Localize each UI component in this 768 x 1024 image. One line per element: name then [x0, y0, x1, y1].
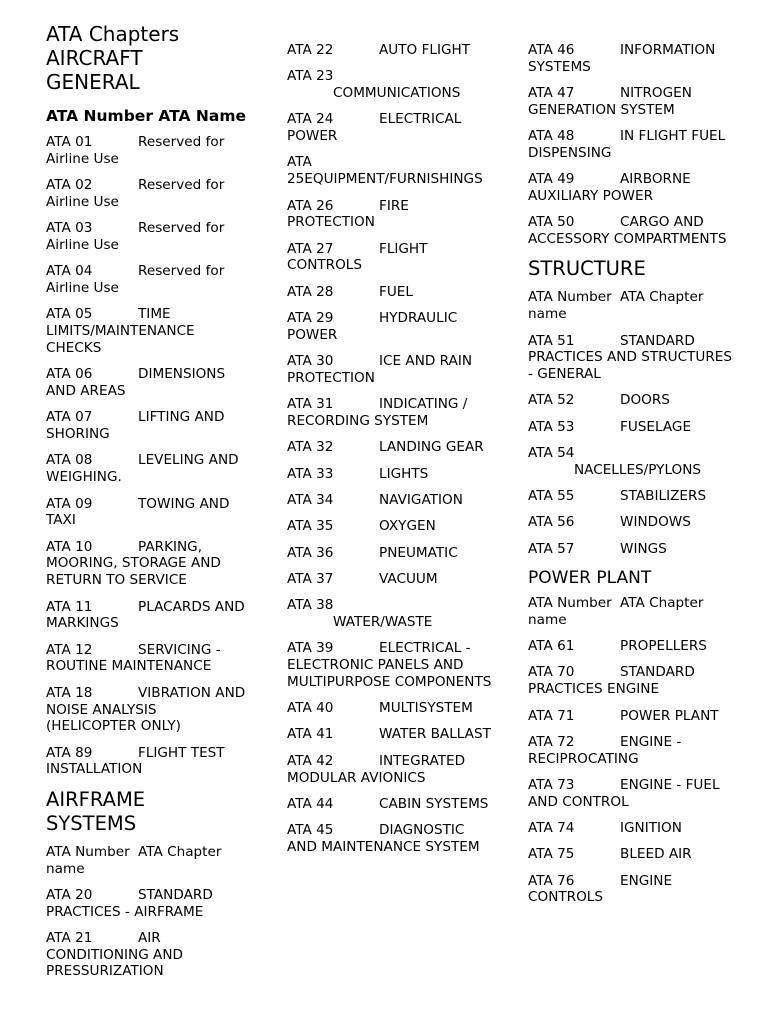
chapter-entry	[46, 496, 251, 530]
chapter-number: ATA 02	[46, 177, 93, 194]
chapter-name: Reserved for Airline Use	[46, 177, 225, 210]
chapter-name: SERVICING - ROUTINE MAINTENANCE	[46, 641, 221, 675]
chapter-number: ATA 52	[528, 392, 575, 409]
structure-table-header	[528, 289, 733, 323]
chapter-entry	[528, 445, 733, 479]
chapter-number: ATA 11	[46, 598, 93, 615]
title-line-2: AIRCRAFT	[46, 46, 143, 70]
chapter-name: LEVELING AND WEIGHING.	[46, 452, 239, 486]
chapter-name: VIBRATION AND NOISE ANALYSIS (HELICOPTER ONLY)	[46, 684, 246, 735]
chapter-entry	[528, 488, 733, 505]
chapter-name: ELECTRICAL - ELECTRONIC PANELS AND MULTIPURPOSE COMPONENTS	[287, 640, 492, 690]
chapter-entry	[287, 640, 492, 690]
chapter-entry	[46, 177, 251, 211]
chapter-number: ATA 09	[46, 495, 93, 512]
airframe-list-part-1	[46, 887, 251, 980]
chapter-number: ATA 28	[287, 283, 334, 300]
chapter-number: ATA 34	[287, 491, 334, 508]
chapter-number: ATA 01	[46, 134, 93, 150]
chapter-entry	[287, 700, 492, 717]
chapter-name: WINGS	[620, 540, 667, 557]
chapter-entry	[287, 353, 492, 387]
chapter-number: ATA 39	[287, 640, 334, 657]
chapter-number: ATA 74	[528, 820, 575, 836]
chapter-name: Reserved for Airline Use	[46, 263, 225, 297]
chapter-number: ATA 32	[287, 439, 334, 456]
chapter-name: FUEL	[379, 283, 413, 300]
chapter-name: INDICATING / RECORDING SYSTEM	[287, 396, 468, 430]
chapter-number: ATA 42	[287, 752, 334, 769]
chapter-number: ATA 72	[528, 733, 575, 750]
chapter-number: ATA 23	[287, 68, 334, 85]
chapter-entry	[46, 745, 251, 779]
airframe-list-part-3	[528, 42, 733, 248]
chapter-entry	[46, 263, 251, 297]
airframe-table-header	[46, 844, 251, 878]
chapter-number: ATA 71	[528, 707, 575, 724]
chapter-entry	[287, 439, 492, 456]
chapter-number: ATA 29	[287, 310, 334, 327]
chapter-entry	[528, 638, 733, 655]
chapter-number: ATA 20	[46, 886, 93, 903]
column-2	[287, 42, 492, 865]
chapter-entry	[528, 128, 733, 162]
chapter-number: ATA	[287, 154, 312, 171]
power-plant-header-name: ATA Chapter name	[528, 595, 704, 628]
chapter-number: ATA 53	[528, 418, 575, 435]
chapter-entry	[46, 930, 251, 980]
chapter-entry	[46, 220, 251, 254]
chapter-name: ENGINE CONTROLS	[528, 872, 673, 906]
chapter-number: ATA 08	[46, 452, 93, 469]
chapter-name: PLACARDS AND MARKINGS	[46, 598, 245, 632]
chapter-name: AUTO FLIGHT	[379, 42, 471, 58]
chapter-number: ATA 10	[46, 538, 93, 555]
chapter-number: ATA 44	[287, 795, 334, 812]
chapter-name: COMMUNICATIONS	[333, 85, 461, 102]
chapter-entry	[528, 171, 733, 205]
chapter-number: ATA 26	[287, 197, 334, 214]
chapter-number: ATA 73	[528, 776, 575, 793]
chapter-name: FLIGHT CONTROLS	[287, 240, 428, 274]
chapter-number: ATA 54	[528, 445, 575, 462]
chapter-entry	[287, 154, 492, 188]
chapter-entry	[287, 492, 492, 509]
chapter-name: PROPELLERS	[620, 638, 707, 655]
chapter-number: ATA 70	[528, 664, 575, 681]
general-list	[46, 134, 251, 778]
chapter-entry	[528, 85, 733, 119]
chapter-entry	[46, 409, 251, 443]
chapter-name: DIMENSIONS AND AREAS	[46, 366, 226, 400]
chapter-number: ATA 36	[287, 544, 334, 561]
chapter-entry	[287, 42, 492, 59]
chapter-number: ATA 12	[46, 641, 93, 658]
chapter-name: INTEGRATED MODULAR AVIONICS	[287, 752, 466, 786]
chapter-entry	[46, 134, 251, 168]
chapter-name: FIRE PROTECTION	[287, 197, 409, 231]
chapter-number: ATA 51	[528, 332, 575, 349]
chapter-entry	[46, 685, 251, 735]
chapter-name: STANDARD PRACTICES - AIRFRAME	[46, 886, 213, 920]
chapter-name: STABILIZERS	[620, 488, 707, 505]
chapter-name: 25EQUIPMENT/FURNISHINGS	[287, 171, 483, 188]
chapter-number: ATA 03	[46, 220, 93, 237]
structure-header-num: ATA Number	[528, 289, 612, 306]
power-plant-section-title: POWER PLANT	[528, 568, 652, 589]
chapter-name: ENGINE - FUEL AND CONTROL	[528, 776, 720, 810]
chapter-entry	[528, 333, 733, 383]
chapter-entry	[528, 846, 733, 863]
chapter-entry	[287, 68, 492, 102]
chapter-entry	[46, 306, 251, 356]
chapter-number: ATA 07	[46, 409, 93, 426]
chapter-name: HYDRAULIC POWER	[287, 310, 458, 343]
chapter-entry	[528, 820, 733, 837]
chapter-number: ATA 06	[46, 366, 93, 383]
chapter-number: ATA 38	[287, 597, 334, 614]
chapter-entry	[287, 571, 492, 588]
chapter-entry	[287, 822, 492, 856]
chapter-name: PARKING, MOORING, STORAGE AND RETURN TO SERVICE	[46, 538, 221, 589]
chapter-name: WATER BALLAST	[379, 726, 491, 743]
airframe-header-num: ATA Number	[46, 843, 130, 860]
chapter-entry	[46, 642, 251, 676]
chapter-name: OXYGEN	[379, 518, 436, 535]
chapter-name: IGNITION	[620, 820, 682, 836]
chapter-name: NAVIGATION	[379, 491, 463, 508]
chapter-number: ATA 04	[46, 263, 93, 280]
document-title	[46, 22, 251, 94]
chapter-name: CABIN SYSTEMS	[379, 795, 489, 812]
chapter-entry	[287, 545, 492, 562]
chapter-number: ATA 33	[287, 465, 334, 482]
chapter-number: ATA 21	[46, 929, 93, 946]
chapter-name: NITROGEN GENERATION SYSTEM	[528, 85, 692, 118]
chapter-name: CARGO AND ACCESSORY COMPARTMENTS	[528, 214, 727, 248]
chapter-name: VACUUM	[379, 570, 438, 587]
chapter-entry	[528, 708, 733, 725]
chapter-number: ATA 57	[528, 540, 575, 557]
chapter-entry	[528, 214, 733, 248]
chapter-name: WINDOWS	[620, 514, 691, 531]
chapter-name: Reserved for Airline Use	[46, 134, 225, 167]
structure-header-name: ATA Chapter name	[528, 289, 704, 323]
chapter-entry	[46, 887, 251, 921]
chapter-entry	[46, 539, 251, 589]
chapter-entry	[528, 873, 733, 907]
title-line-1: ATA Chapters	[46, 22, 180, 46]
chapter-number: ATA 37	[287, 570, 334, 587]
chapter-number: ATA 47	[528, 85, 575, 102]
chapter-entry	[528, 42, 733, 76]
chapter-name: IN FLIGHT FUEL DISPENSING	[528, 128, 726, 161]
chapter-entry	[287, 241, 492, 275]
chapter-number: ATA 35	[287, 518, 334, 535]
airframe-header-name: ATA Chapter name	[46, 843, 222, 877]
chapter-number: ATA 50	[528, 214, 575, 231]
chapter-entry	[46, 366, 251, 400]
structure-section-title: STRUCTURE	[528, 257, 646, 281]
chapter-name: DOORS	[620, 392, 670, 409]
chapter-entry	[528, 419, 733, 436]
chapter-entry	[528, 734, 733, 768]
chapter-number: ATA 18	[46, 684, 93, 701]
chapter-name: STANDARD PRACTICES AND STRUCTURES - GENERAL	[528, 332, 732, 383]
chapter-number: ATA 75	[528, 846, 575, 863]
chapter-number: ATA 24	[287, 111, 334, 128]
chapter-number: ATA 46	[528, 42, 575, 58]
column-3	[528, 42, 733, 916]
airframe-list-part-2	[287, 42, 492, 856]
chapter-number: ATA 27	[287, 240, 334, 257]
chapter-number: ATA 89	[46, 744, 93, 761]
chapter-name: ELECTRICAL POWER	[287, 111, 462, 145]
chapter-name: ICE AND RAIN PROTECTION	[287, 353, 473, 386]
chapter-number: ATA 05	[46, 306, 93, 323]
chapter-entry	[287, 796, 492, 813]
chapter-entry	[287, 284, 492, 301]
chapter-name: BLEED AIR	[620, 846, 692, 863]
chapter-number: ATA 56	[528, 514, 575, 531]
chapter-name: ENGINE - RECIPROCATING	[528, 733, 682, 767]
chapter-entry	[46, 452, 251, 486]
chapter-number: ATA 22	[287, 42, 334, 58]
chapter-number: ATA 30	[287, 353, 334, 370]
chapter-name: TIME LIMITS/MAINTENANCE CHECKS	[46, 306, 195, 356]
general-table-header: ATA Number ATA Name	[46, 107, 247, 125]
chapter-entry	[287, 726, 492, 743]
chapter-entry	[528, 541, 733, 558]
chapter-number: ATA 31	[287, 396, 334, 413]
chapter-entry	[528, 664, 733, 698]
chapter-name: LANDING GEAR	[379, 439, 484, 456]
structure-list	[528, 333, 733, 558]
chapter-number: ATA 49	[528, 171, 575, 188]
chapter-entry	[287, 466, 492, 483]
chapter-entry	[46, 599, 251, 633]
chapter-name: WATER/WASTE	[333, 613, 433, 630]
chapter-name: DIAGNOSTIC AND MAINTENANCE SYSTEM	[287, 822, 480, 855]
chapter-number: ATA 61	[528, 638, 575, 655]
column-1	[46, 22, 251, 990]
chapter-name: TOWING AND TAXI	[46, 495, 230, 529]
chapter-entry	[287, 753, 492, 787]
chapter-entry	[528, 514, 733, 531]
chapter-entry	[528, 777, 733, 811]
chapter-entry	[287, 310, 492, 344]
airframe-section-title: AIRFRAME SYSTEMS	[46, 787, 146, 835]
power-plant-list	[528, 638, 733, 906]
chapter-name: Reserved for Airline Use	[46, 220, 225, 253]
chapter-name: MULTISYSTEM	[379, 700, 473, 717]
chapter-name: FLIGHT TEST INSTALLATION	[46, 744, 225, 778]
power-plant-header-num: ATA Number	[528, 595, 612, 612]
chapter-entry	[528, 392, 733, 409]
chapter-entry	[287, 597, 492, 631]
chapter-entry	[287, 518, 492, 535]
chapter-name: STANDARD PRACTICES ENGINE	[528, 664, 695, 698]
chapter-number: ATA 55	[528, 488, 575, 505]
chapter-name: AIR CONDITIONING AND PRESSURIZATION	[46, 929, 183, 980]
chapter-name: FUSELAGE	[620, 418, 692, 435]
chapter-entry	[287, 198, 492, 232]
chapter-number: ATA 40	[287, 700, 334, 717]
chapter-name: PNEUMATIC	[379, 544, 458, 561]
title-line-3: GENERAL	[46, 70, 140, 94]
chapter-name: NACELLES/PYLONS	[574, 461, 702, 478]
chapter-name: POWER PLANT	[620, 707, 719, 724]
chapter-number: ATA 76	[528, 872, 575, 889]
power-plant-table-header	[528, 595, 733, 629]
chapter-number: ATA 48	[528, 128, 575, 145]
chapter-name: LIFTING AND SHORING	[46, 409, 225, 443]
chapter-name: LIGHTS	[379, 465, 429, 482]
chapter-entry	[287, 396, 492, 430]
chapter-number: ATA 41	[287, 726, 334, 743]
chapter-name: AIRBORNE AUXILIARY POWER	[528, 171, 691, 205]
chapter-entry	[287, 111, 492, 145]
chapter-name: INFORMATION SYSTEMS	[528, 42, 716, 75]
chapter-number: ATA 45	[287, 822, 334, 839]
